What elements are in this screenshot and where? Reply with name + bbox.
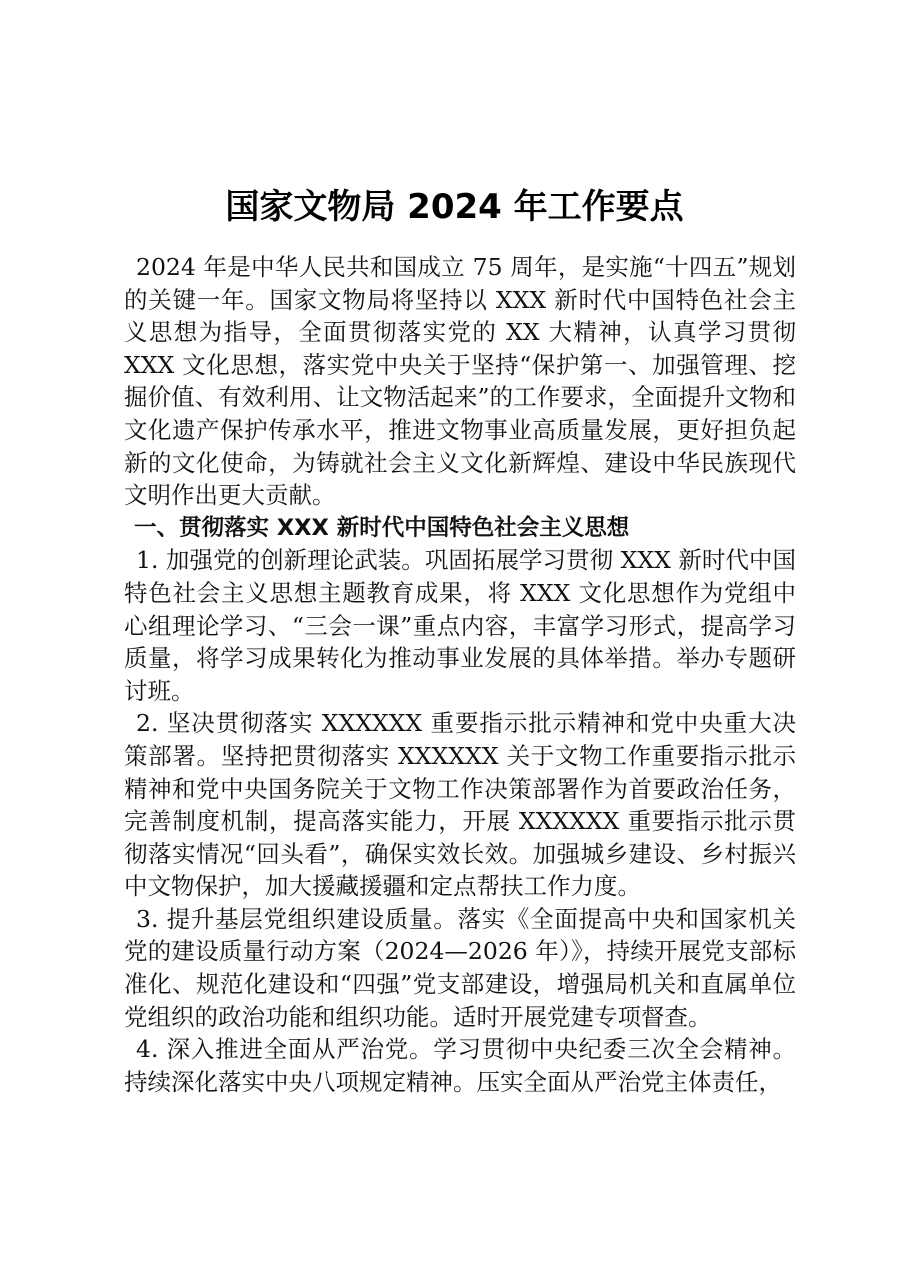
item-paragraph-3: 3. 提升基层党组织建设质量。落实《全面提高中央和国家机关党的建设质量行动方案（2024—2026 年）》，持续开展党支部标准化、规范化建设和“四强”党支部建设，增强局机关和直属单位党组织的政治功能和组织功能。适时开展党建专项督查。	[124, 904, 796, 1031]
intro-paragraph: 2024 年是中华人民共和国成立 75 周年，是实施“十四五”规划的关键一年。国家文物局将坚持以 XXX 新时代中国特色社会主义思想为指导，全面贯彻落实党的 XX 大精神，认真学习贯彻 XXX 文化思想，落实党中央关于坚持“保护第一、加强管理、挖掘价值、有效利用、让文物活起来”的工作要求，全面提升文物和文化遗产保护传承水平，推进文物事业高质量发展，更好担负起新的文化使命，为铸就社会主义文化新辉煌、建设中华民族现代文明作出更大贡献。	[124, 253, 796, 510]
document-body	[124, 251, 796, 1098]
item-paragraph-2: 2. 坚决贯彻落实 XXXXXX 重要指示批示精神和党中央重大决策部署。坚持把贯彻落实 XXXXXX 关于文物工作重要指示批示精神和党中央国务院关于文物工作决策部署作为首要政治任务，完善制度机制，提高落实能力，开展 XXXXXX 重要指示批示贯彻落实情况“回头看”，确保实效长效。加强城乡建设、乡村振兴中文物保护，加大援藏援疆和定点帮扶工作力度。	[124, 709, 796, 901]
section-heading-1: 一、贯彻落实 XXX 新时代中国特色社会主义思想	[134, 514, 630, 541]
item-paragraph-1: 1. 加强党的创新理论武装。巩固拓展学习贯彻 XXX 新时代中国特色社会主义思想主题教育成果，将 XXX 文化思想作为党组中心组理论学习、“三会一课”重点内容，丰富学习形式，提高学习质量，将学习成果转化为推动事业发展的具体举措。举办专题研讨班。	[124, 546, 796, 705]
item-paragraph-4: 4. 深入推进全面从严治党。学习贯彻中央纪委三次全会精神。持续深化落实中央八项规定精神。压实全面从严治党主体责任，	[124, 1035, 796, 1096]
document-title: 国家文物局 2024 年工作要点	[225, 186, 684, 227]
